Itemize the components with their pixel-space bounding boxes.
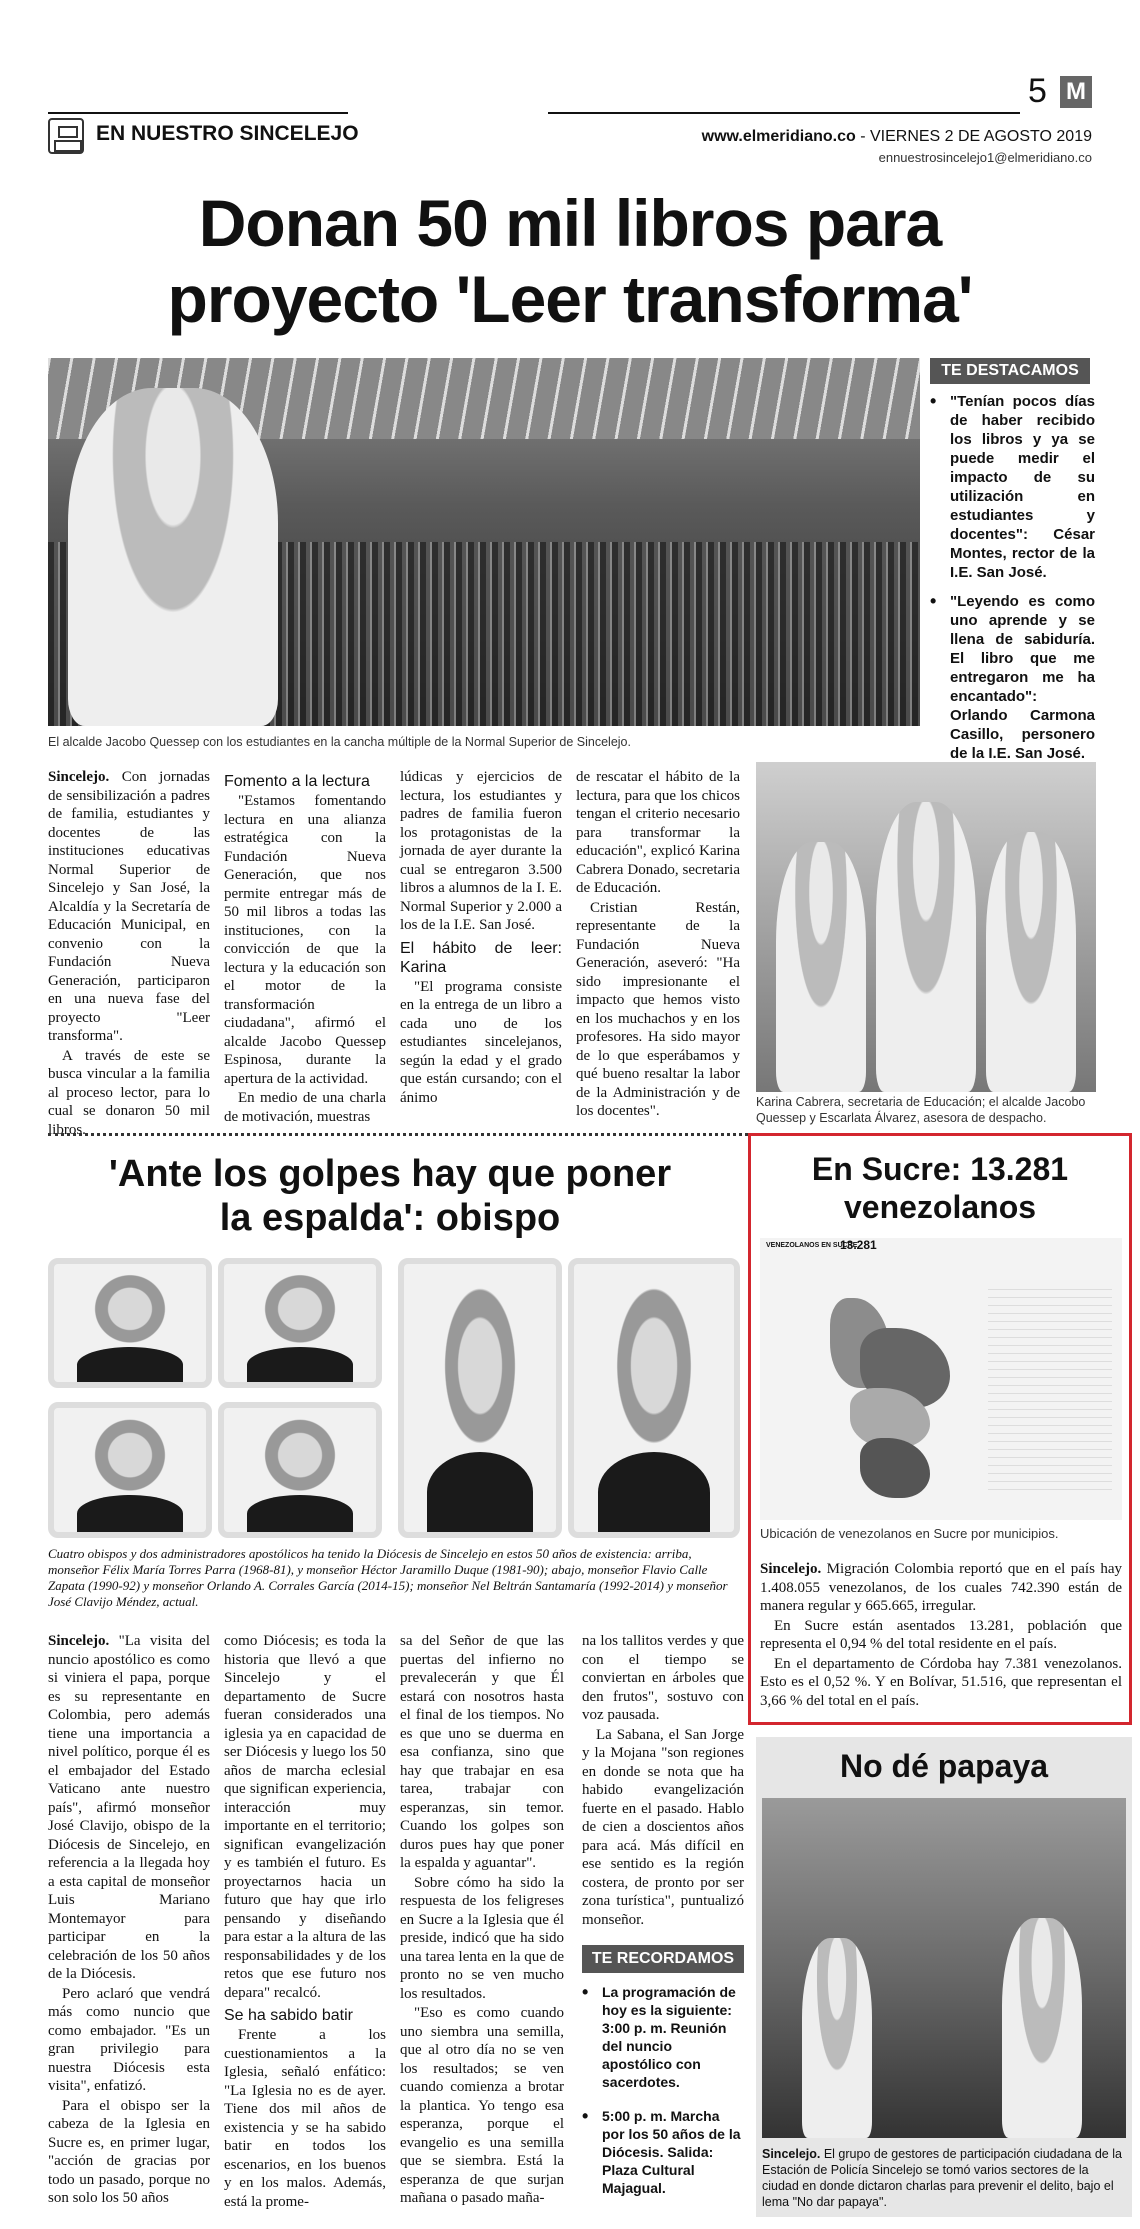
- venezuelans-text: [760, 1560, 1122, 1711]
- bishop-headline-line2: la espalda': obispo: [219, 1197, 561, 1239]
- bishop-article-col2: [224, 1632, 386, 2212]
- paragraph: "Estamos fomentando lectura en una alianza estratégica con la Fundación Nueva Generación, que nos permite entregar más de 50 mil libros a todas las instituciones, con la convicción de que la lectura y la educación son el motor de la transformación ciudadana", afirmó el alcalde Jacobo Quessep Espinosa, durante la apertura de la actividad.: [224, 793, 386, 1087]
- police-photo: [762, 1798, 1126, 2138]
- map-total: 13.281: [840, 1238, 877, 1252]
- paragraph: na los tallitos verdes y que con el tiempo se conviertan en árboles que den frutos", sostuvo con voz pausada.: [582, 1633, 744, 1723]
- paragraph: lúdicas y ejercicios de lectura, los estudiantes y padres de familia fueron los protagonistas de la jornada de ayer durante la cual se entregaron 3.500 libros a alumnos de la I. E. Normal Superior y 2.000 a los de la I.E. San José.: [400, 769, 562, 933]
- paragraph: Pero aclaró que vendrá más como nuncio que como embajador. "Es un gran privilegio para nuestra Diócesis esta visita", enfatizó.: [48, 1985, 210, 2094]
- main-headline-line2: proyecto 'Leer transforma': [167, 262, 973, 336]
- dateline: Sincelejo.: [48, 769, 110, 785]
- reminder-item: • 5:00 p. m. Marcha por los 50 años de la Diócesis. Salida: Plaza Cultural Majagual.: [582, 2107, 744, 2197]
- bishop-portrait: [568, 1258, 740, 1538]
- main-article-col1: [48, 768, 210, 1140]
- sidebar-title: TE DESTACAMOS: [930, 358, 1090, 384]
- paragraph: "La visita del nuncio apostólico es como si viniera el papa, porque es su representante en Colombia, pero además tiene una importancia a nivel político, porque él es el embajador del Estado Vaticano ante nuestro país", afirmó monseñor José Clavijo, obispo de la Diócesis de Sincelejo, en referencia a la llegada hoy a esta capital de monseñor Luis Mariano Montemayor para participar en la celebración de los 50 años de la Diócesis.: [48, 1633, 210, 1982]
- section-divider: [48, 1133, 748, 1136]
- paragraph: Con jornadas de sensibilización a padres de familia, estudiantes y docentes de las instituciones educativas Normal Superior de Sincelejo y San José, la Alcaldía y la Secretaría de Educación Municipal, en convenio con la Fundación Nueva Generación, participaron en una nueva fase del proyecto "Leer transforma".: [48, 769, 210, 1044]
- main-article-col4: [576, 768, 740, 1122]
- sidebar-quote: • "Tenían pocos días de haber recibido los libros y ya se puede medir el impacto de su utilización en estudiantes y docentes": César Montes, rector de la I.E. San José.: [930, 392, 1095, 582]
- paragraph: "Eso es como cuando uno siembra una semilla, que al otro día no se ven los resultados; se ven cuando comienza a brotar la plantica. Yo tengo esa esperanza, porque el evangelio es una semilla que se siembra. Está la esperanza de que surjan mañana o pasado maña-: [400, 2005, 564, 2206]
- papaya-headline: No dé papaya: [839, 1748, 1049, 1784]
- dateline: Sincelejo.: [762, 2147, 821, 2161]
- caption-text: El grupo de gestores de participación ciudadana de la Estación de Policía Sincelejo se tomó varios sectores de la ciudad en donde dictaron charlas para prevenir el delito, bajo el lema "No dar papaya".: [762, 2147, 1122, 2209]
- bishop-portrait: [48, 1258, 212, 1388]
- bishop-portrait: [218, 1258, 382, 1388]
- venezuelans-headline-line1: En Sucre: 13.281: [811, 1151, 1069, 1187]
- bishop-portrait: [398, 1258, 562, 1538]
- paragraph: como Diócesis; es toda la historia que llevó a que Sincelejo y el departamento de Sucre fueran considerados una iglesia ya en capacidad de ser Diócesis y luego los 50 años de marcha eclesial que significan experiencia, interacción muy importante en el territorio; significan evangelización y es también el futuro. Es proyectarnos hacia un futuro que hay que irlo pensando y diseñando para estar a la altura de las responsabilidades y de los retos que ese futuro nos depara" recalcó.: [224, 1633, 386, 2001]
- sidebar-quotes: [930, 392, 1095, 773]
- dateline: Sincelejo.: [760, 1561, 822, 1577]
- police-photo-caption: [762, 2146, 1126, 2210]
- paragraph: sa del Señor de que las puertas del infierno no prevalecerán y que Él estará con nosotros hasta el final de los tiempos. No es que uno se duerma en esa confianza, sino que hay que trabajar en esa tarea, trabajar con esperanzas, sin temor. Cuando los golpes son duros pues hay que poner la espalda y aguantar".: [400, 1633, 564, 1871]
- venezuelans-headline-line2: venezolanos: [843, 1189, 1037, 1225]
- paragraph: En el departamento de Córdoba hay 7.381 venezolanos. Esto es el 0,52 %. Y en Bolívar, 51.516, que representan el 3,66 % del total en el país.: [760, 1655, 1122, 1709]
- bishop-article-col4: [582, 1632, 744, 1930]
- paragraph: "El programa consiste en la entrega de un libro a cada uno de los estudiantes sincelejanos, según la edad y el grado que están cursando; con el ánimo: [400, 978, 562, 1106]
- section-title: EN NUESTRO SINCELEJO: [96, 122, 359, 145]
- officials-photo: [756, 762, 1096, 1092]
- paragraph: Cristian Restán, representante de la Fundación Nueva Generación, aseveró: "Ha sido impresionante el impacto que hemos visto en los muchachos y en los profesores. Ha sido mayor de lo que esperábamos y qué bueno resaltar la labor de la Administración y de los docentes".: [576, 899, 740, 1119]
- paragraph: Para el obispo ser la cabeza de la Iglesia en Sucre es, en primer lugar, "acción de gracias por todo un pasado, porque no son solo los 50 años: [48, 2097, 210, 2206]
- sidebar-quote: • "Leyendo es como uno aprende y se llena de sabiduría. El libro que me entregaron me ha encantado": Orlando Carmona Casillo, personero de la I.E. San José.: [930, 592, 1095, 763]
- paragraph: de rescatar el hábito de la lectura, para que los chicos tengan el criterio necesario para transformar la educación", explicó Karina Cabrera Donado, secretaria de Educación.: [576, 769, 740, 896]
- paragraph: Frente a los cuestionamientos a la Iglesia, señaló enfático: "La Iglesia no es de ayer. Tiene dos mil años de existencia y se ha sabido batir en todos los escenarios, en los buenos y en los malos. Además, está la prome-: [224, 2027, 386, 2210]
- website-link[interactable]: www.elmeridiano.co: [701, 128, 856, 145]
- dateline: Sincelejo.: [48, 1633, 110, 1649]
- issue-date: - VIERNES 2 DE AGOSTO 2019: [855, 128, 1092, 145]
- main-headline-line1: Donan 50 mil libros para: [198, 186, 942, 260]
- paragraph: A través de este se busca vincular a la familia al proceso lector, para lo cual se donaron 50 mil libros.: [48, 1047, 210, 1138]
- main-article-col3: [400, 768, 562, 1108]
- main-photo: [48, 358, 920, 726]
- paragraph: La Sabana, el San Jorge y la Mojana "son regiones en donde se nota que ha habido evangelización fuerte en el pasado. Hablo de cien a doscientos años para acá. Más difícil en ese sentido es la región costera, de pronto por ser zona turística", puntualizó monseñor.: [582, 1726, 744, 1928]
- newspaper-logo: M: [1060, 76, 1092, 108]
- subheading: El hábito de leer: Karina: [400, 939, 562, 976]
- bishops-caption: Cuatro obispos y dos administradores apostólicos ha tenido la Diócesis de Sincelejo en estos 50 años de existencia: arriba, monseñor Félix María Torres Parra (1968-81), y monseñor Héctor Jaramillo Duque (1981-90); abajo, monseñor Flavio Calle Zapata (1990-92) y monseñor Orlando A. Corrales García (2014-15); monseñor Nel Beltrán Santamaría (1992-2014) y monseñor José Clavijo Méndez, actual.: [48, 1546, 728, 1609]
- building-icon: [48, 118, 84, 154]
- subheading: Se ha sabido batir: [224, 2007, 353, 2024]
- map-title: VENEZOLANOS EN SUCRE: [766, 1242, 858, 1249]
- bishop-article-col3: [400, 1632, 564, 2209]
- reminder-item: • La programación de hoy es la siguiente: 3:00 p. m. Reunión del nuncio apostólico con sacerdotes.: [582, 1983, 744, 2091]
- section-rule: [48, 112, 348, 114]
- bishop-portrait: [48, 1402, 212, 1538]
- bishop-headline-line1: 'Ante los golpes hay que poner: [108, 1153, 672, 1195]
- site-and-date: [702, 128, 1092, 146]
- paragraph: Migración Colombia reportó que en el país hay 1.408.055 venezolanos, de los cuales 742.390 están de manera regular y 665.665, irregular.: [760, 1561, 1122, 1614]
- map-caption: Ubicación de venezolanos en Sucre por municipios.: [760, 1526, 1059, 1541]
- bishop-portrait: [218, 1402, 382, 1538]
- section-email[interactable]: ennuestrosincelejo1@elmeridiano.co: [878, 150, 1092, 165]
- paragraph: En Sucre están asentados 13.281, población que representa el 0,94 % del total residente en el país.: [760, 1617, 1122, 1652]
- reminder-list: [582, 1983, 744, 2213]
- top-rule: [548, 112, 1020, 114]
- officials-photo-caption: Karina Cabrera, secretaria de Educación; el alcalde Jacobo Quessep y Escarlata Álvarez, asesora de despacho.: [756, 1095, 1086, 1125]
- paragraph: En medio de una charla de motivación, muestras: [224, 1090, 386, 1125]
- sucre-map: [760, 1238, 1122, 1520]
- subheading: Fomento a la lectura: [224, 773, 370, 790]
- main-article-col2: [224, 768, 386, 1127]
- map-table: [988, 1282, 1112, 1490]
- page-number: 5: [1028, 72, 1047, 110]
- bishop-article-col1: [48, 1632, 210, 2209]
- main-photo-caption: El alcalde Jacobo Quessep con los estudiantes en la cancha múltiple de la Normal Superior de Sincelejo.: [48, 735, 631, 749]
- reminder-title: TE RECORDAMOS: [582, 1945, 744, 1973]
- paragraph: Sobre cómo ha sido la respuesta de los feligreses en Sucre a la Iglesia que él preside, indicó que ha sido una tarea lenta en la que de pronto no se ven mucho los resultados.: [400, 1874, 564, 2002]
